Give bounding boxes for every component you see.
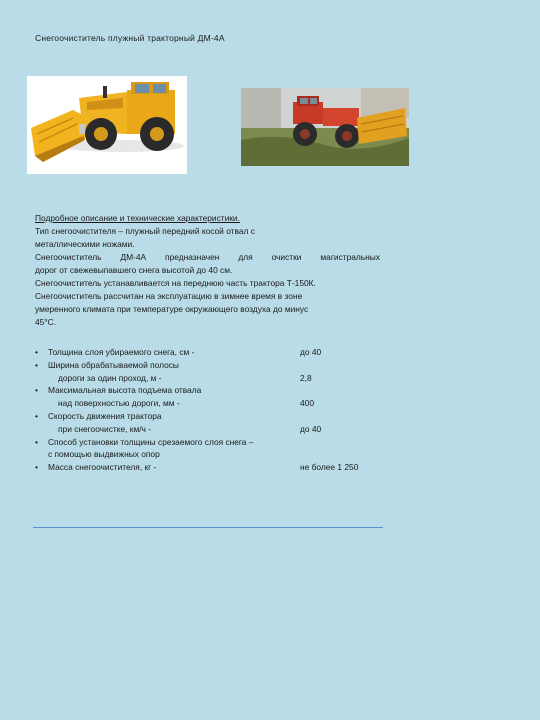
description-line: Снегоочиститель устанавливается на переднюю часть трактора Т-150К.	[35, 278, 316, 288]
spec-value: до 40	[300, 423, 322, 434]
bullet: •	[35, 347, 38, 357]
description-line: Тип снегоочистителя – плужный передний косой отвал с	[35, 226, 255, 236]
spec-label: Ширина обрабатываемой полосы дороги за один проход, м -	[48, 359, 179, 383]
description-heading: Подробное описание и технические характеристики.	[35, 213, 240, 223]
bullet: •	[35, 385, 38, 396]
spec-label: Максимальная высота подъема отвала над поверхностью дороги, мм -	[48, 385, 202, 409]
spec-value: до 40	[300, 347, 322, 357]
description-line: металлическими ножами.	[35, 239, 135, 249]
description-line: Снегоочиститель рассчитан на эксплуатацию в зимнее время в зоне	[35, 291, 303, 301]
spec-label: Скорость движения трактора при снегоочистке, км/ч -	[48, 410, 162, 434]
spec-item	[35, 384, 380, 410]
description-line: дорог от свежевыпавшего снега высотой до 40 см.	[35, 265, 233, 275]
spec-value: 400	[300, 398, 314, 409]
spec-value: не более 1 250	[300, 462, 359, 473]
bullet: •	[35, 410, 38, 421]
red-tractor-photo	[241, 88, 409, 166]
spec-label: Толщина слоя убираемого снега, см -	[48, 347, 195, 357]
description-block	[35, 212, 380, 329]
spec-item	[35, 461, 380, 474]
spec-item	[35, 436, 380, 462]
spec-list	[35, 346, 380, 474]
description-line: умеренного климата при температуре окружающего воздуха до минус	[35, 304, 309, 314]
page-title: Снегоочиститель плужный тракторный ДМ-4А	[35, 33, 225, 43]
description-line: Снегоочиститель ДМ-4А предназначен для очистки магистральных	[35, 252, 380, 262]
bullet: •	[35, 462, 38, 473]
spec-label: Способ установки толщины срезаемого слоя снега – с помощью выдвижных опор	[48, 436, 254, 460]
divider-line	[33, 527, 383, 528]
spec-value: 2,8	[300, 372, 312, 383]
spec-item	[35, 346, 380, 359]
bullet: •	[35, 436, 38, 447]
spec-item	[35, 359, 380, 385]
bullet: •	[35, 359, 38, 370]
description-line: 45°С.	[35, 317, 57, 327]
spec-label: Масса снегоочистителя, кг -	[48, 462, 157, 473]
yellow-tractor-photo	[27, 76, 187, 174]
spec-item	[35, 410, 380, 436]
